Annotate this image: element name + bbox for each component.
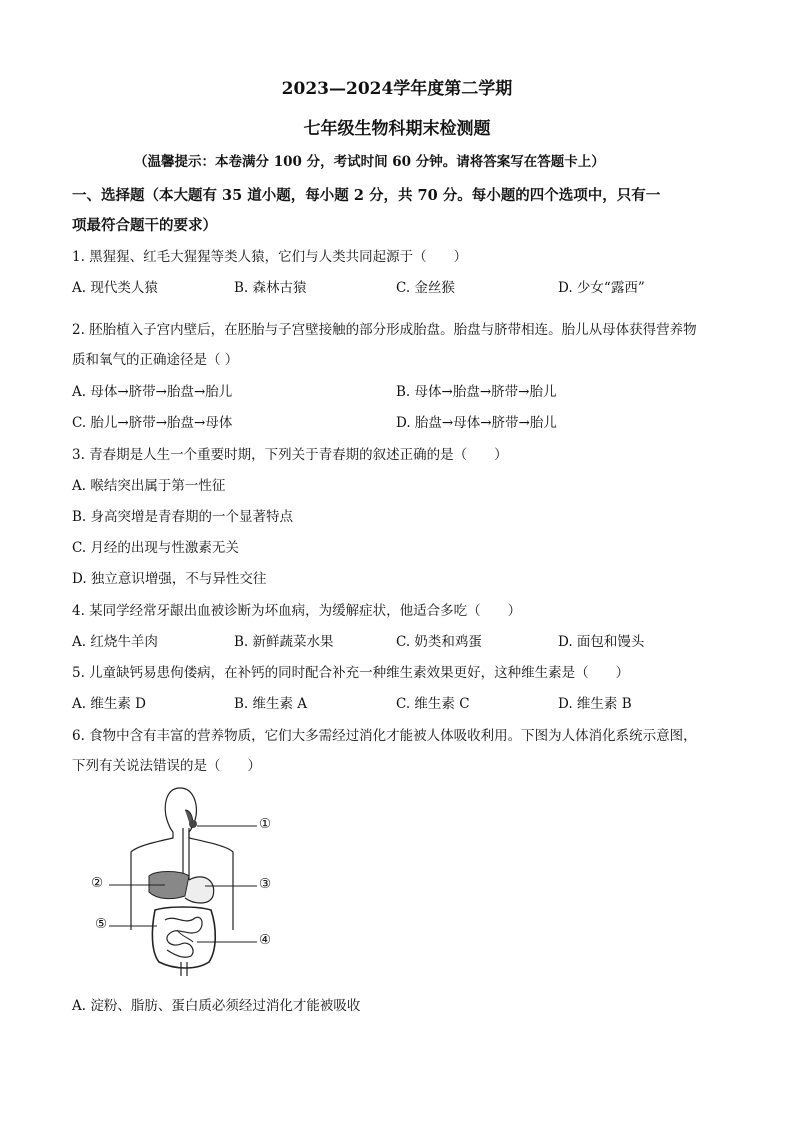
question-4-option-c: C. 奶类和鸡蛋: [396, 634, 482, 650]
diagram-label-5: ⑤: [95, 916, 108, 932]
question-2-stem-line2: 质和氧气的正确途径是（ ）: [72, 352, 239, 368]
question-3-option-c: C. 月经的出现与性激素无关: [72, 540, 239, 556]
question-2-option-a: A. 母体→脐带→胎盘→胎儿: [72, 384, 233, 400]
question-4-option-a: A. 红烧牛羊肉: [72, 634, 158, 650]
exam-tip: （温馨提示：本卷满分 100 分，考试时间 60 分钟。请将答案写在答题卡上）: [134, 154, 605, 170]
question-5-option-d: D. 维生素 B: [558, 696, 632, 712]
diagram-label-4: ④: [259, 932, 272, 948]
question-6-option-a: A. 淀粉、脂肪、蛋白质必须经过消化才能被吸收: [72, 998, 361, 1014]
digestive-system-illustration: [85, 780, 285, 980]
diagram-label-2: ②: [91, 875, 104, 891]
question-5-option-c: C. 维生素 C: [396, 696, 470, 712]
question-1-option-d: D. 少女“露西”: [558, 280, 645, 296]
question-4-stem: 4. 某同学经常牙龈出血被诊断为坏血病，为缓解症状，他适合多吃（ ）: [72, 603, 522, 619]
question-3-option-d: D. 独立意识增强，不与异性交往: [72, 571, 267, 587]
digestive-system-diagram: [85, 780, 285, 980]
question-5-stem: 5. 儿童缺钙易患佝偻病，在补钙的同时配合补充一种维生素效果更好，这种维生素是（ ）: [72, 665, 630, 681]
question-1-stem: 1. 黑猩猩、红毛大猩猩等类人猿，它们与人类共同起源于（ ）: [72, 249, 468, 265]
question-6-stem-line1: 6. 食物中含有丰富的营养物质，它们大多需经过消化才能被人体吸收利用。下图为人体消化系统示意图，: [72, 728, 697, 744]
question-2-option-b: B. 母体→胎盘→脐带→胎儿: [396, 384, 557, 400]
question-2-stem-line1: 2. 胚胎植入子宫内壁后，在胚胎与子宫壁接触的部分形成胎盘。胎盘与脐带相连。胎儿从母体获得营养物: [72, 322, 697, 338]
question-3-stem: 3. 青春期是人生一个重要时期，下列关于青春期的叙述正确的是（ ）: [72, 447, 508, 463]
question-1-option-c: C. 金丝猴: [396, 280, 455, 296]
question-6-stem-line2: 下列有关说法错误的是（ ）: [72, 758, 261, 774]
diagram-label-3: ③: [259, 876, 272, 892]
question-4-option-b: B. 新鲜蔬菜水果: [234, 634, 334, 650]
question-4-option-d: D. 面包和馒头: [558, 634, 645, 650]
question-3-option-a: A. 喉结突出属于第一性征: [72, 478, 226, 494]
question-5-option-a: A. 维生素 D: [72, 696, 146, 712]
question-3-option-b: B. 身高突增是青春期的一个显著特点: [72, 509, 294, 525]
section-heading-line1: 一、选择题（本大题有 35 道小题，每小题 2 分，共 70 分。每小题的四个选项中，只有一: [72, 187, 661, 204]
question-1-option-b: B. 森林古猿: [234, 280, 307, 296]
diagram-label-1: ①: [259, 816, 272, 832]
question-5-option-b: B. 维生素 A: [234, 696, 308, 712]
question-2-option-d: D. 胎盘→母体→脐带→胎儿: [396, 415, 557, 431]
exam-title-subject: 七年级生物科期末检测题: [303, 119, 491, 139]
section-heading-line2: 项最符合题干的要求）: [72, 217, 217, 234]
question-2-option-c: C. 胎儿→脐带→胎盘→母体: [72, 415, 233, 431]
question-1-option-a: A. 现代类人猿: [72, 280, 158, 296]
exam-title-year: 2023—2024学年度第二学期: [281, 79, 513, 99]
